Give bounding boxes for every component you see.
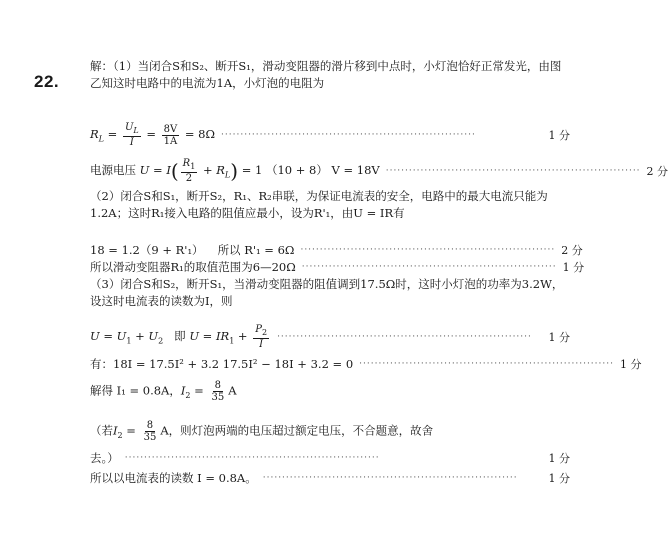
dot-leader: ·································································· [277, 331, 532, 342]
rejection-note-end [90, 450, 570, 467]
equation-lamp-resistance [90, 122, 570, 148]
dot-leader: ·································································· [300, 245, 556, 255]
eq3-left: 18 = 1.2（9 + R'₁） [90, 243, 204, 257]
part3-intro: （3）闭合S和S₂，断开S₁，当滑动变阻器的阻值调到17.5Ω时，这时小灯泡的功率为3.2W，设这时电流表的读数为I，则 [90, 277, 564, 308]
range-statement [90, 259, 585, 276]
equation-solutions: 解得 I₁ = 0.8A，$I_2$ = $\frac{8}{35}$ A [90, 380, 237, 403]
score-6: 1 分 [619, 358, 642, 371]
equation-voltage-sum [90, 324, 570, 350]
eq5-formula: $U = U_1 + U_2$ 即 $U = IR_1$ + $\frac{P_2}{I}$ [90, 324, 268, 350]
question-number: 22. [34, 72, 60, 91]
conclusion-text: 所以以电流表的读数 I = 0.8A。 [90, 471, 257, 485]
eq1-formula: $R_L$ = $\frac{U_L}{I}$ = $\frac{8V}{1A}$ = 8Ω [90, 122, 216, 148]
dot-leader: ·································································· [124, 453, 380, 463]
equation-source-voltage [90, 158, 668, 184]
range-text: 所以滑动变阻器R₁的取值范围为6—20Ω [90, 260, 296, 274]
equation-min-resistance [90, 242, 583, 259]
score-7: 1 分 [548, 452, 570, 465]
dot-leader: ·································································· [301, 262, 557, 272]
score-8: 1 分 [548, 472, 570, 485]
score-2: 2 分 [646, 164, 668, 178]
score-5: 1 分 [548, 330, 570, 344]
eq2-formula: 电源电压 U = I( $\frac{R_1}{2}$ + $R_L) = 1$ （10 + 8） V = 18V [90, 158, 380, 184]
dot-leader: ·································································· [262, 473, 518, 483]
score-1: 1 分 [548, 128, 570, 142]
note-end: 去。） [90, 451, 119, 465]
rejection-note: （若$I_2$ = $\frac{8}{35}$ A，则灯泡两端的电压超过额定电压，不合题意，故舍 [90, 420, 434, 443]
equation-quadratic [90, 356, 642, 373]
dot-leader: ·································································· [385, 165, 641, 176]
dot-leader: ·································································· [221, 129, 476, 140]
part2-intro: （2）闭合S和S₁，断开S₂，R₁、R₂串联，为保证电流表的安全，电路中的最大电流只能为1.2A；这时R₁接入电路的阻值应最小，设为R'₁，由U = IR有 [90, 189, 548, 220]
dot-leader: ·································································· [359, 359, 614, 369]
conclusion-line [90, 470, 570, 487]
score-4: 1 分 [562, 261, 585, 274]
score-3: 2 分 [561, 244, 583, 257]
part1-intro: 解：（1）当闭合S和S₂、断开S₁，滑动变阻器的滑片移到中点时，小灯泡恰好正常发光，由图乙知这时电路中的电流为1A，小灯泡的电阻为 [90, 59, 562, 90]
eq3-mid: 所以 R'₁ = 6Ω [217, 243, 295, 257]
eq6-formula: 有：18I = 17.5I² + 3.2 17.5I² − 18I + 3.2 = 0 [90, 357, 354, 371]
